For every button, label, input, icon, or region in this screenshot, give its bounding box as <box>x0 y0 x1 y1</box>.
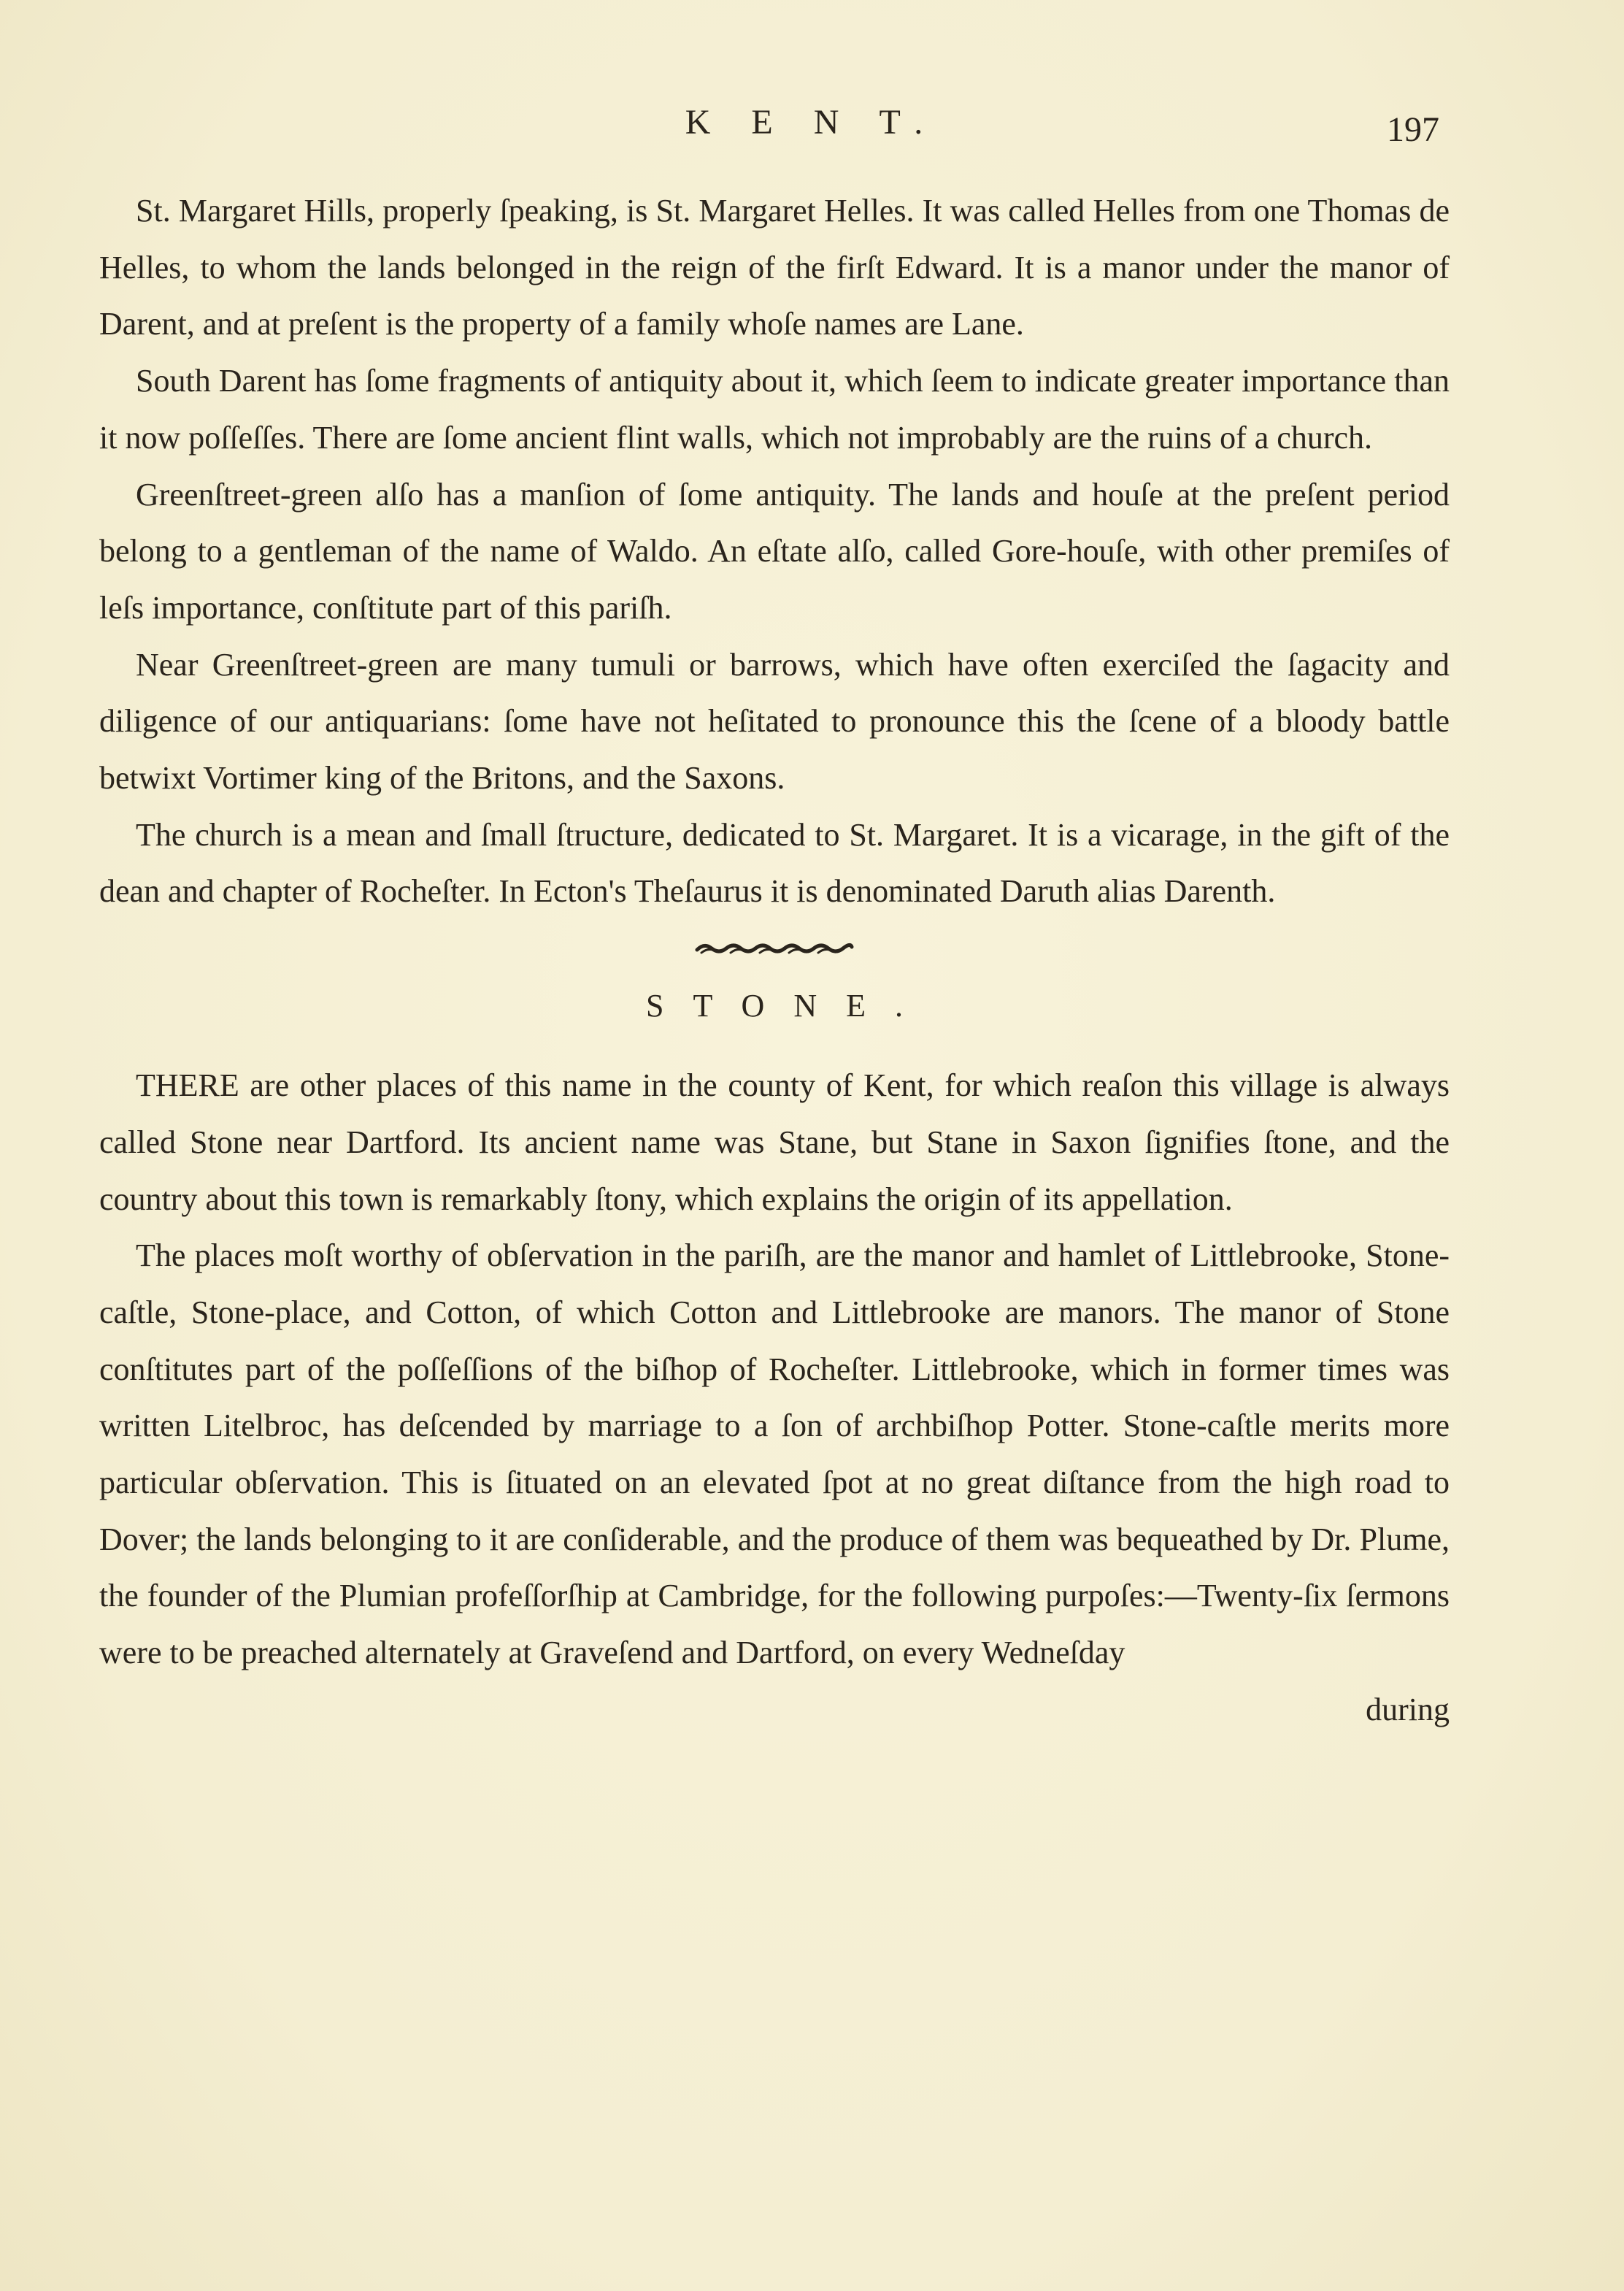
paragraph-stone-places: The places moſt worthy of obſervation in the pariſh, are the manor and hamlet of Littlebrooke, Stone-caſtle, Stone-place, and Cotton, of which Cotton and Littlebrooke are manors. The manor of Stone conſtitutes part of the poſſeſſions of the biſhop of Rocheſter. Littlebrooke, which in former times was written Litelbroc, has deſcended by marriage to a ſon of archbiſhop Potter. Stone-caſtle merits more particular obſervation. This is ſituated on an elevated ſpot at no great diſtance from the high road to Dover; the lands belonging to it are conſiderable, and the produce of them was bequeathed by Dr. Plume, the founder of the Plumian profeſſorſhip at Cambridge, for the following purpoſes:—Twenty-ſix ſermons were to be preached alternately at Graveſend and Dartford, on every Wedneſday <box>99 1237 1450 1671</box>
wave-ornament-icon <box>694 940 855 957</box>
paragraph-greenstreet-green: Greenſtreet-green alſo has a manſion of ſome antiquity. The lands and houſe at the preſent period belong to a gentleman of the name of Waldo. An eſtate alſo, called Gore-houſe, with other premiſes of leſs importance, conſtitute part of this pariſh. <box>99 476 1450 626</box>
section-title-stone: STONE. <box>646 988 932 1024</box>
paragraph-south-darent: South Darent has ſome fragments of antiquity about it, which ſeem to indicate greater importance than it now poſſeſſes. There are ſome ancient flint walls, which not improbably are the ruins of a church. <box>99 363 1450 456</box>
paragraph-church: The church is a mean and ſmall ſtructure, dedicated to St. Margaret. It is a vicarage, in the gift of the dean and chapter of Rocheſter. In Ecton's Theſaurus it is denominated Daruth alias Darenth. <box>99 816 1450 910</box>
section-divider-ornament <box>99 920 1450 977</box>
paragraph-tumuli: Near Greenſtreet-green are many tumuli or barrows, which have often exerciſed the ſagacity and diligence of our antiquarians: ſome have not heſitated to pronounce this the ſcene of a bloody battle betwixt Vortimer king of the Britons, and the Saxons. <box>99 646 1450 797</box>
page-body <box>99 183 1450 1738</box>
paragraph-st-margaret-hills: St. Margaret Hills, properly ſpeaking, is St. Margaret Helles. It was called Helles from one Thomas de Helles, to whom the lands belonged in the reign of the firſt Edward. It is a manor under the manor of Darent, and at preſent is the property of a family whoſe names are Lane. <box>99 193 1450 342</box>
running-head: K E N T. <box>685 103 939 142</box>
catchword: during <box>1366 1691 1450 1727</box>
paragraph-stone-name: THERE are other places of this name in the county of Kent, for which reaſon this village is always called Stone near Dartford. Its ancient name was Stane, but Stane in Saxon ſignifies ſtone, and the country about this town is remarkably ſtony, which explains the origin of its appellation. <box>99 1067 1450 1217</box>
page-number: 197 <box>1387 110 1439 149</box>
